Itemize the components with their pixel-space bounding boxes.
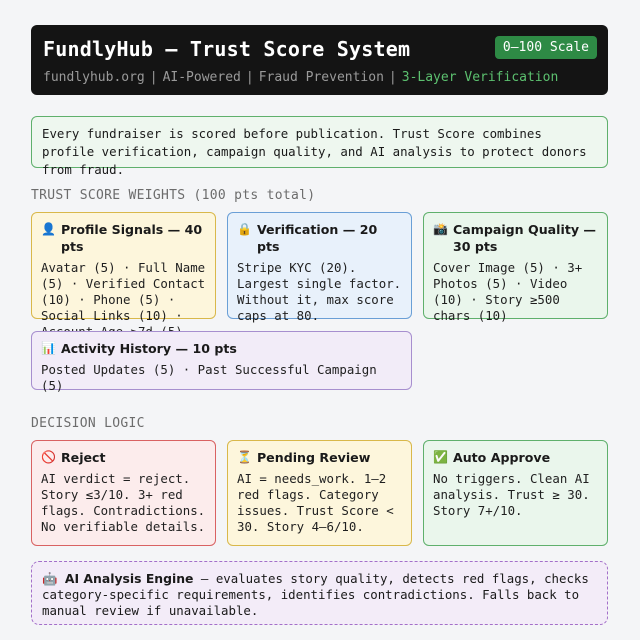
page-title: FundlyHub — Trust Score System — [43, 37, 411, 61]
card-title — [41, 221, 206, 255]
card-title-text: Profile Signals — 40 pts — [60, 222, 203, 254]
card-title — [41, 449, 206, 466]
card-campaign-quality — [423, 212, 608, 323]
tag-verification: 3-Layer Verification — [401, 70, 559, 85]
card-body: AI = needs_work. 1–2 red flags. Category issues. Trust Score < 30. Story 4–6/10. — [237, 471, 394, 534]
card-activity-history — [31, 331, 412, 393]
intro-box: Every fundraiser is scored before publication. Trust Score combines profile verification, campaign quality, and AI analysis to protect donors from fraud. — [31, 116, 608, 168]
card-title — [433, 449, 598, 466]
card-pending-review — [227, 440, 412, 546]
card-title-text: Auto Approve — [452, 450, 551, 465]
separator: | — [245, 70, 254, 85]
card-reject — [31, 440, 216, 546]
card-title-text: Reject — [60, 450, 106, 465]
camera-icon: 📸 — [433, 222, 448, 236]
card-title — [237, 449, 402, 466]
card-title-text: Pending Review — [256, 450, 371, 465]
ai-engine-box — [31, 561, 608, 625]
robot-icon: 🤖 — [42, 571, 58, 586]
domain-text: fundlyhub.org — [43, 70, 145, 85]
card-body: Avatar (5) · Full Name (5) · Verified Contact (10) · Phone (5) · Social Links (10) · — [41, 260, 206, 323]
card-body: No triggers. Clean AI analysis. Trust ≥ 30. Story 7+/10. — [433, 471, 590, 518]
tag-ai-powered: AI-Powered — [162, 70, 241, 85]
header-subtitle — [43, 70, 558, 85]
section-label-weights: TRUST SCORE WEIGHTS (100 pts total) — [31, 188, 316, 203]
engine-title: AI Analysis Engine — [64, 571, 194, 586]
hourglass-icon: ⏳ — [237, 450, 252, 464]
engine-description: — evaluates story quality, detects red flags, checks category-specific requirements, identifies contradictions. Falls back to manual review if unavailable. — [42, 571, 589, 618]
card-body: Posted Updates (5) · Past Successful Campaign (5) — [41, 362, 377, 393]
card-title — [41, 340, 402, 357]
card-auto-approve — [423, 440, 608, 546]
card-verification — [227, 212, 412, 323]
scale-badge: 0–100 Scale — [495, 36, 597, 59]
card-profile-signals — [31, 212, 216, 323]
tag-fraud-prevention: Fraud Prevention — [258, 70, 384, 85]
card-body: Cover Image (5) · 3+ Photos (5) · Video (10) · Story ≥500 chars (10) — [433, 260, 583, 323]
card-title-text: Activity History — 10 pts — [60, 341, 237, 356]
check-box-icon: ✅ — [433, 450, 448, 464]
prohibited-icon: 🚫 — [41, 450, 56, 464]
card-title-text: Campaign Quality — 30 pts — [452, 222, 597, 254]
header-banner — [31, 25, 608, 95]
card-body: AI verdict = reject. Story ≤3/10. 3+ red flags. Contradictions. No verifiable details. — [41, 471, 206, 534]
card-title — [237, 221, 402, 255]
card-title — [433, 221, 598, 255]
card-body: Stripe KYC (20). Largest single factor. Without it, max score caps at 80. — [237, 260, 402, 323]
separator: | — [388, 70, 397, 85]
bar-chart-icon: 📊 — [41, 341, 56, 355]
card-title-text: Verification — 20 pts — [256, 222, 378, 254]
lock-icon: 🔒 — [237, 222, 252, 236]
separator: | — [149, 70, 158, 85]
section-label-decision: DECISION LOGIC — [31, 416, 145, 431]
person-icon: 👤 — [41, 222, 56, 236]
